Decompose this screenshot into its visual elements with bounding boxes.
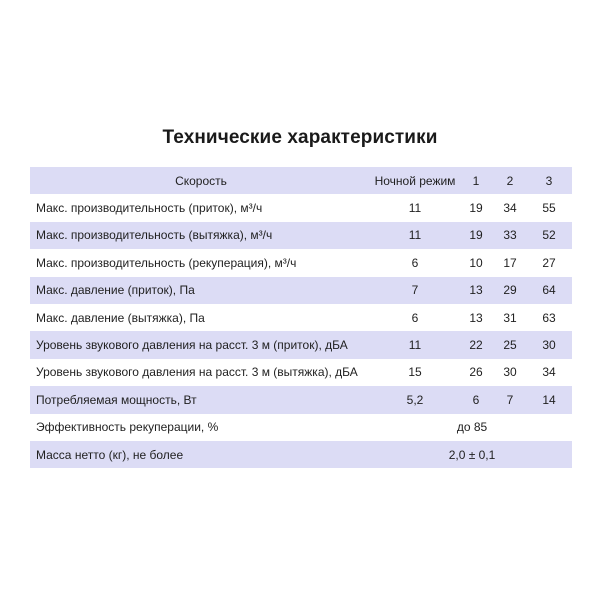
cell-night: 11 xyxy=(408,201,422,216)
cell-speed-2: 30 xyxy=(503,365,517,380)
row-label: Эффективность рекуперации, % xyxy=(36,420,219,435)
table-row xyxy=(30,249,572,276)
cell-speed-3: 55 xyxy=(542,201,556,216)
cell-speed-1: 13 xyxy=(458,277,494,304)
cell-speed-1: 19 xyxy=(458,222,494,249)
cell-speed-2: 25 xyxy=(494,331,526,358)
specs-table xyxy=(30,167,572,468)
cell-speed-2: 31 xyxy=(503,310,517,325)
cell-value: 2,0 ± 0,1 xyxy=(372,441,572,468)
row-label: Макс. давление (вытяжка), Па xyxy=(36,310,205,325)
cell-speed-1: 26 xyxy=(469,365,483,380)
page-title: Технические характеристики xyxy=(162,127,438,148)
header-night-mode: Ночной режим xyxy=(372,167,458,194)
row-label: Потребляемая мощность, Вт xyxy=(30,386,372,413)
table-row xyxy=(30,277,572,304)
cell-night: 7 xyxy=(372,277,458,304)
cell-speed-2: 34 xyxy=(503,201,517,216)
table-row xyxy=(30,359,572,386)
cell-speed-2: 33 xyxy=(494,222,526,249)
table-row xyxy=(30,194,572,221)
cell-speed-1: 13 xyxy=(469,310,483,325)
table-header-row xyxy=(30,167,572,194)
cell-night: 6 xyxy=(411,255,419,270)
row-label: Макс. производительность (рекуперация), м³/ч xyxy=(36,255,297,270)
cell-speed-2: 7 xyxy=(494,386,526,413)
table-row xyxy=(30,331,572,358)
header-speed: Скорость xyxy=(30,167,372,194)
row-label: Уровень звукового давления на расст. 3 м (приток), дБА xyxy=(30,331,372,358)
row-label: Уровень звукового давления на расст. 3 м (вытяжка), дБА xyxy=(36,365,358,380)
row-label: Макс. давление (приток), Па xyxy=(30,277,372,304)
table-row xyxy=(30,414,572,441)
row-label: Масса нетто (кг), не более xyxy=(30,441,372,468)
cell-night: 5,2 xyxy=(372,386,458,413)
cell-night: 11 xyxy=(372,331,458,358)
cell-speed-2: 17 xyxy=(503,255,517,270)
cell-value: до 85 xyxy=(456,420,488,435)
cell-speed-1: 19 xyxy=(469,201,483,216)
table-row xyxy=(30,441,572,468)
row-label: Макс. производительность (приток), м³/ч xyxy=(36,201,263,216)
cell-speed-2: 29 xyxy=(494,277,526,304)
header-speed-3: 3 xyxy=(526,167,572,194)
table-row xyxy=(30,386,572,413)
header-speed-2: 2 xyxy=(494,167,526,194)
header-speed-1: 1 xyxy=(458,167,494,194)
cell-speed-3: 34 xyxy=(542,365,556,380)
cell-speed-3: 27 xyxy=(542,255,556,270)
cell-night: 15 xyxy=(408,365,422,380)
cell-speed-1: 6 xyxy=(458,386,494,413)
row-label: Макс. производительность (вытяжка), м³/ч xyxy=(30,222,372,249)
table-row xyxy=(30,304,572,331)
cell-night: 11 xyxy=(372,222,458,249)
cell-speed-1: 22 xyxy=(458,331,494,358)
cell-speed-3: 30 xyxy=(526,331,572,358)
cell-speed-1: 10 xyxy=(469,255,483,270)
cell-night: 6 xyxy=(411,310,419,325)
table-row xyxy=(30,222,572,249)
cell-speed-3: 52 xyxy=(526,222,572,249)
cell-speed-3: 64 xyxy=(526,277,572,304)
cell-speed-3: 63 xyxy=(542,310,556,325)
cell-speed-3: 14 xyxy=(526,386,572,413)
